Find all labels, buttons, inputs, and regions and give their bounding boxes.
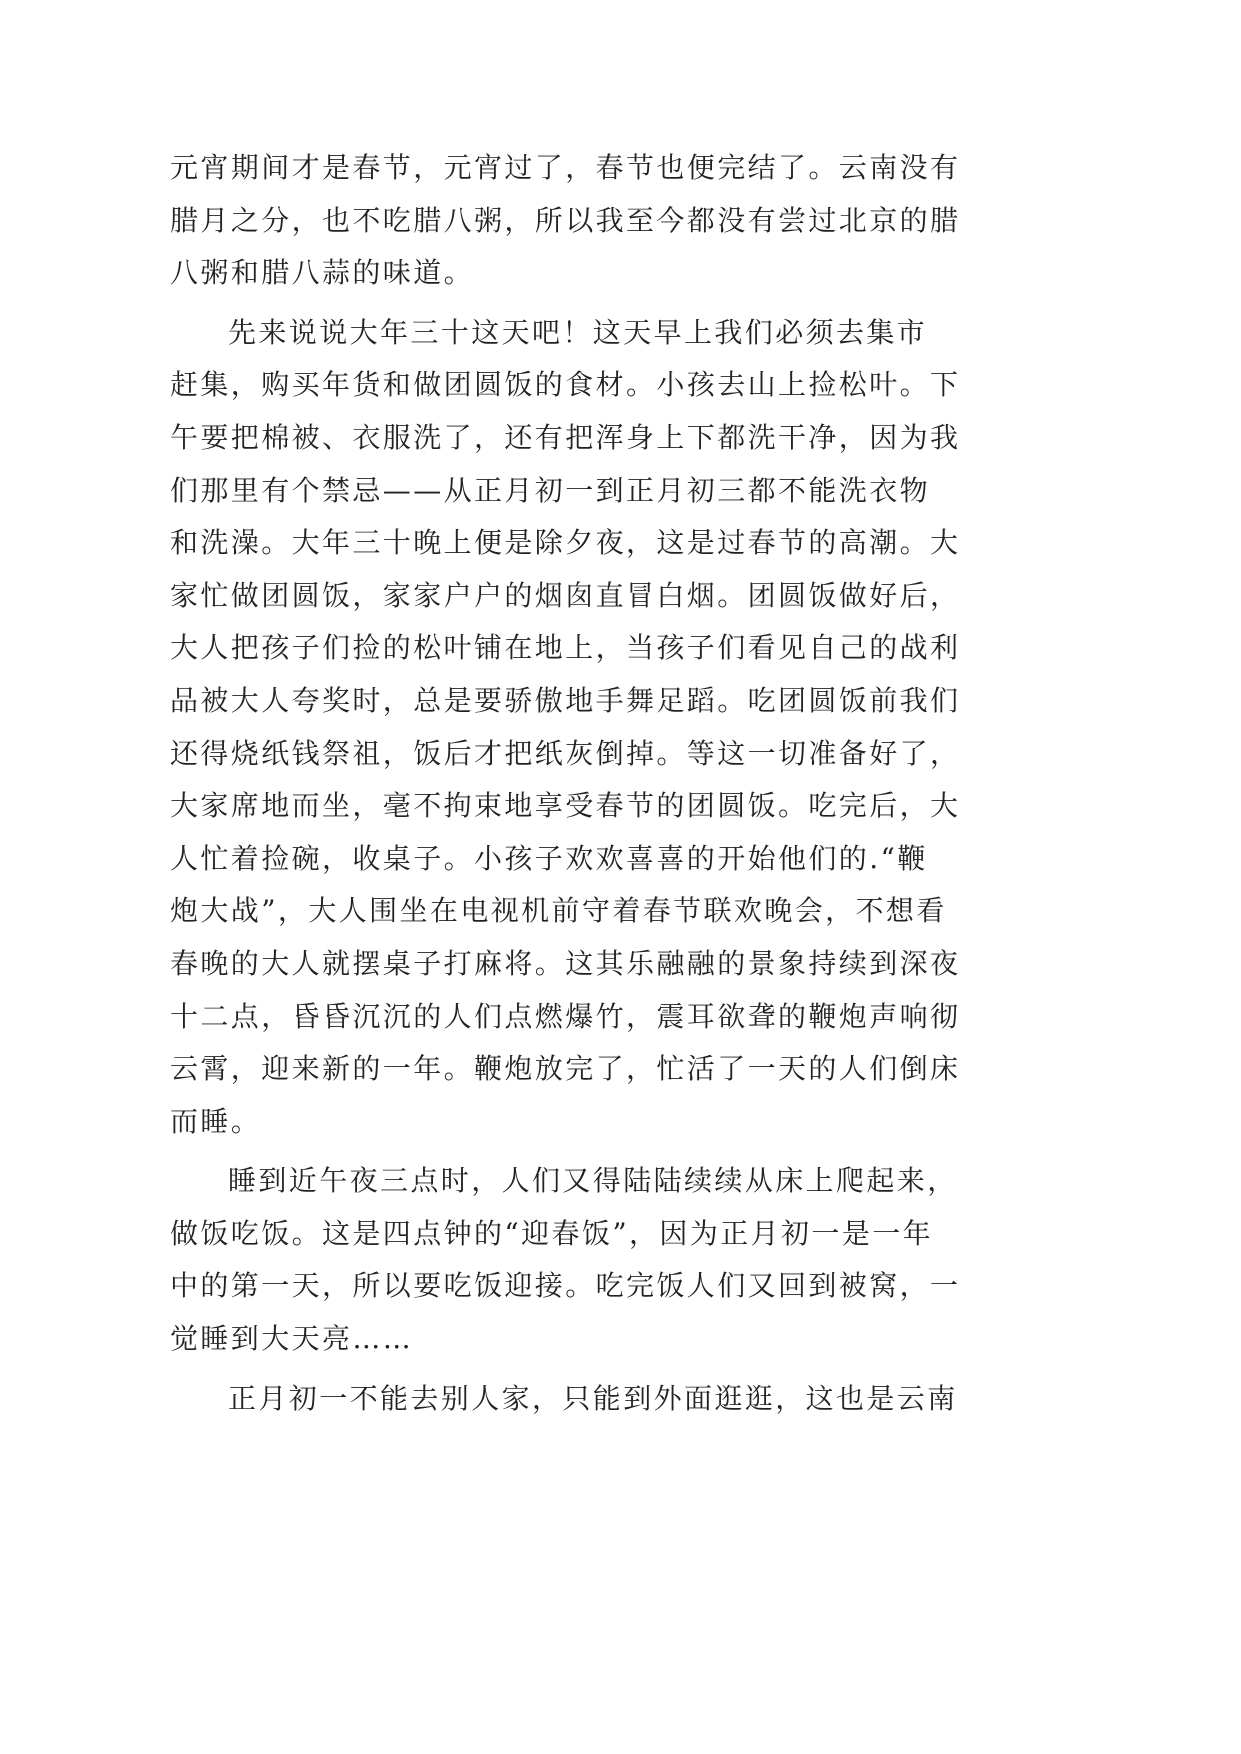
paragraph-3 [170,1155,960,1365]
text-line: 觉睡到大天亮…… [170,1322,414,1356]
text-line: 还得烧纸钱祭祖，饭后才把纸灰倒掉。等这一切准备好了， [170,736,961,770]
text-line: 睡到近午夜三点时，人们又得陆陆续续从床上爬起来， [228,1164,958,1198]
text-line: 元宵期间才是春节，元宵过了，春节也便完结了。云南没有 [170,151,961,184]
text-line: 大人把孩子们捡的松叶铺在地上，当孩子们看见自己的战利 [170,631,961,665]
text-line: 们那里有个禁忌——从正月初一到正月初三都不能洗衣物 [170,473,931,507]
text-line: 中的第一天，所以要吃饭迎接。吃完饭人们又回到被窝，一 [170,1269,961,1303]
text-line: 做饭吃饭。这是四点钟的“迎春饭”，因为正月初一是一年 [170,1216,934,1250]
text-line: 八粥和腊八蒜的味道。 [170,256,475,290]
paragraph-2 [170,307,960,1149]
text-line: 先来说说大年三十这天吧！这天早上我们必须去集市 [228,315,928,349]
text-line: 炮大战”，大人围坐在电视机前守着春节联欢晚会，不想看 [170,894,947,928]
text-line: 家忙做团圆饭，家家户户的烟囱直冒白烟。团圆饭做好后， [170,578,961,612]
text-line: 品被大人夸奖时，总是要骄傲地手舞足蹈。吃团圆饭前我们 [170,683,961,717]
text-line: 午要把棉被、衣服洗了，还有把浑身上下都洗干净，因为我 [170,420,961,454]
paragraph-4 [170,1373,960,1426]
text-line: 春晚的大人就摆桌子打麻将。这其乐融融的景象持续到深夜 [170,946,961,980]
body-text [170,142,960,1425]
text-line: 腊月之分，也不吃腊八粥，所以我至今都没有尝过北京的腊 [170,203,961,237]
text-line: 大家席地而坐，毫不拘束地享受春节的团圆饭。吃完后，大 [170,789,961,823]
text-line: 和洗澡。大年三十晚上便是除夕夜，这是过春节的高潮。大 [170,526,961,560]
paragraph-1 [170,142,960,300]
text-line: 正月初一不能去别人家，只能到外面逛逛，这也是云南 [228,1381,958,1415]
text-line: 云霄，迎来新的一年。鞭炮放完了，忙活了一天的人们倒床 [170,1052,961,1086]
text-line: 十二点，昏昏沉沉的人们点燃爆竹，震耳欲聋的鞭炮声响彻 [170,999,961,1033]
text-line: 赶集，购买年货和做团圆饭的食材。小孩去山上捡松叶。下 [170,368,961,402]
text-line: 而睡。 [170,1104,262,1138]
text-line: 人忙着捡碗，收桌子。小孩子欢欢喜喜的开始他们的.“鞭 [170,841,928,875]
